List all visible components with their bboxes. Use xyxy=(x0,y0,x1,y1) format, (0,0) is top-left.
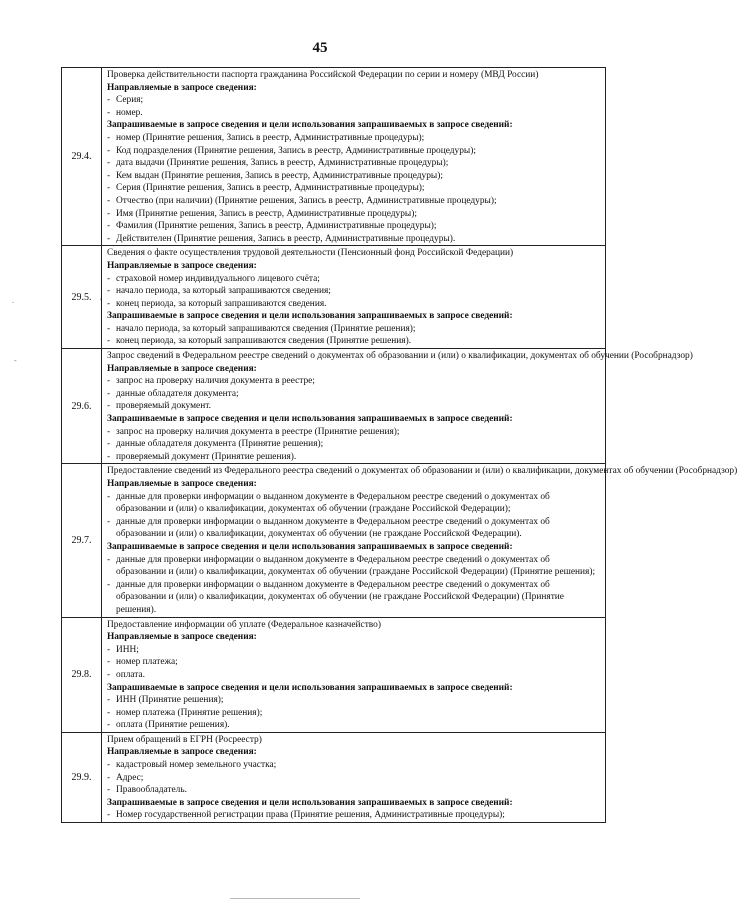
sent-header: Направляемые в запросе сведения: xyxy=(107,260,257,271)
sent-item-text: начало периода, за который запрашиваются сведения; xyxy=(116,286,331,297)
requested-item-text: дата выдачи (Принятие решения, Запись в реестр, Административные процедуры); xyxy=(116,158,449,169)
sent-item xyxy=(107,491,602,516)
requested-item xyxy=(107,132,602,145)
dash-marker: - xyxy=(107,451,111,462)
sent-item-text: запрос на проверку наличия документа в реестре; xyxy=(116,376,315,387)
requested-item-text: Действителен (Принятие решения, Запись в реестр, Административные процедуры). xyxy=(116,233,456,244)
dash-marker: - xyxy=(107,644,111,655)
sent-item-text: Адрес; xyxy=(116,772,144,783)
requested-header: Запрашиваемые в запросе сведения и цели использования запрашиваемых в запросе сведений: xyxy=(107,311,513,322)
requested-item-text: конец периода, за который запрашиваются сведения (Принятие решения). xyxy=(116,336,412,347)
table-row xyxy=(62,617,606,732)
requested-item-text: номер (Принятие решения, Запись в реестр, Административные процедуры); xyxy=(116,132,425,143)
dash-marker: - xyxy=(107,273,111,284)
requested-item xyxy=(107,323,602,336)
requested-item xyxy=(107,208,602,221)
requested-item xyxy=(107,195,602,208)
dash-marker: - xyxy=(107,516,111,527)
sent-header: Направляемые в запросе сведения: xyxy=(107,82,257,93)
dash-marker: - xyxy=(107,554,111,565)
row-content xyxy=(102,464,737,617)
requested-item xyxy=(107,335,602,348)
dash-marker: - xyxy=(107,233,111,244)
sent-item-text: кадастровый номер земельного участка; xyxy=(116,760,277,771)
dash-marker: - xyxy=(107,439,111,450)
requested-item-text: Кем выдан (Принятие решения, Запись в реестр, Административные процедуры); xyxy=(116,170,443,181)
row-title: Прием обращений в ЕГРН (Росреестр) xyxy=(107,734,262,745)
sent-item xyxy=(107,400,602,413)
requested-item xyxy=(107,554,602,579)
requested-header: Запрашиваемые в запросе сведения и цели использования запрашиваемых в запросе сведений: xyxy=(107,541,513,552)
sent-header: Направляемые в запросе сведения: xyxy=(107,479,257,489)
requested-item-text: Фамилия (Принятие решения, Запись в реестр, Административные процедуры); xyxy=(116,221,437,232)
sent-item-text: номер. xyxy=(116,107,143,118)
requested-item xyxy=(107,694,602,707)
requested-item xyxy=(107,579,602,617)
requested-item-text: оплата (Принятие решения). xyxy=(116,720,230,731)
requirements-table xyxy=(61,67,737,823)
row-title: Предоставление информации об уплате (Федеральное казначейство) xyxy=(107,619,381,630)
requested-item-text: Имя (Принятие решения, Запись в реестр, Административные процедуры); xyxy=(116,208,417,219)
requested-item xyxy=(107,426,602,439)
row-content xyxy=(102,246,606,349)
requested-item xyxy=(107,145,602,158)
sent-item xyxy=(107,375,602,388)
sent-item xyxy=(107,759,602,772)
table-row xyxy=(62,732,606,822)
requested-item-text: данные для проверки информации о выданном документе в Федеральном реестре сведений о документах об образовании и (или) о квалификации, документах об обучении (не граждане Российской Федерации) (Принятие решения). xyxy=(116,579,564,615)
sent-item-text: данные обладателя документа; xyxy=(116,388,239,399)
row-content xyxy=(102,732,606,822)
dash-marker: - xyxy=(107,760,111,771)
requested-item xyxy=(107,182,602,195)
scan-mark: . xyxy=(12,296,14,305)
dash-marker: - xyxy=(107,183,111,194)
dash-marker: - xyxy=(107,707,111,718)
sent-item-text: данные для проверки информации о выданном документе в Федеральном реестре сведений о документах об образовании и (или) о квалификации, документах об обучении (граждане Российской Федерации); xyxy=(116,491,550,515)
sent-item xyxy=(107,285,602,298)
row-content xyxy=(102,68,606,246)
table-row xyxy=(62,246,606,349)
sent-item xyxy=(107,656,602,669)
requested-item-text: начало периода, за который запрашиваются сведения (Принятие решения); xyxy=(116,323,416,334)
requested-item xyxy=(107,170,602,183)
dash-marker: - xyxy=(107,208,111,219)
requested-item xyxy=(107,233,602,246)
dash-marker: - xyxy=(107,107,111,118)
sent-item xyxy=(107,644,602,657)
dash-marker: - xyxy=(107,388,111,399)
dash-marker: - xyxy=(107,221,111,232)
dash-marker: - xyxy=(107,426,111,437)
sent-header: Направляемые в запросе сведения: xyxy=(107,363,257,374)
row-number: 29.6. xyxy=(62,349,102,464)
sent-item xyxy=(107,669,602,682)
dash-marker: - xyxy=(107,491,111,502)
sent-item xyxy=(107,784,602,797)
row-number: 29.7. xyxy=(62,464,102,617)
dash-marker: - xyxy=(107,170,111,181)
row-number: 29.8. xyxy=(62,617,102,732)
requested-item-text: проверяемый документ (Принятие решения). xyxy=(116,451,297,462)
sent-item xyxy=(107,516,602,541)
dash-marker: - xyxy=(107,286,111,297)
requested-item xyxy=(107,220,602,233)
requested-header: Запрашиваемые в запросе сведения и цели использования запрашиваемых в запросе сведений: xyxy=(107,797,513,808)
row-content xyxy=(102,349,693,464)
scan-mark: - xyxy=(14,356,17,365)
dash-marker: - xyxy=(107,195,111,206)
requested-item-text: Серия (Принятие решения, Запись в реестр, Административные процедуры); xyxy=(116,183,425,194)
requested-item-text: ИНН (Принятие решения); xyxy=(116,695,224,706)
requested-item xyxy=(107,707,602,720)
sent-item-text: проверяемый документ. xyxy=(116,401,211,412)
sent-item xyxy=(107,298,602,311)
requested-item-text: Отчество (при наличии) (Принятие решения, Запись в реестр, Административные процедуры); xyxy=(116,195,497,206)
dash-marker: - xyxy=(107,772,111,783)
sent-header: Направляемые в запросе сведения: xyxy=(107,747,257,758)
requested-item xyxy=(107,451,602,464)
dash-marker: - xyxy=(107,336,111,347)
requested-item-text: Код подразделения (Принятие решения, Запись в реестр, Административные процедуры); xyxy=(116,145,476,156)
requested-item-text: номер платежа (Принятие решения); xyxy=(116,707,263,718)
row-content xyxy=(102,617,606,732)
scan-mark: ' xyxy=(100,297,102,306)
requested-header: Запрашиваемые в запросе сведения и цели использования запрашиваемых в запросе сведений: xyxy=(107,120,513,131)
dash-marker: - xyxy=(107,810,111,821)
sent-item xyxy=(107,772,602,785)
sent-item xyxy=(107,388,602,401)
requested-header: Запрашиваемые в запросе сведения и цели использования запрашиваемых в запросе сведений: xyxy=(107,414,513,425)
dash-marker: - xyxy=(107,298,111,309)
dash-marker: - xyxy=(107,158,111,169)
sent-item-text: оплата. xyxy=(116,669,146,680)
sent-item-text: страховой номер индивидуального лицевого счёта; xyxy=(116,273,320,284)
dash-marker: - xyxy=(107,579,111,590)
scan-edge xyxy=(230,898,360,899)
requested-item xyxy=(107,809,602,822)
row-number: 29.4. xyxy=(62,68,102,246)
requested-item xyxy=(107,157,602,170)
table-row xyxy=(62,464,606,617)
dash-marker: - xyxy=(107,669,111,680)
dash-marker: - xyxy=(107,720,111,731)
row-number: 29.5. xyxy=(62,246,102,349)
sent-item-text: Серия; xyxy=(116,95,144,106)
sent-item xyxy=(107,94,602,107)
table-row xyxy=(62,68,606,246)
requested-item-text: запрос на проверку наличия документа в реестре (Принятие решения); xyxy=(116,426,400,437)
sent-item-text: номер платежа; xyxy=(116,657,178,668)
row-title: Сведения о факте осуществления трудовой деятельности (Пенсионный фонд Российской Федерации) xyxy=(107,248,514,259)
sent-header: Направляемые в запросе сведения: xyxy=(107,632,257,643)
dash-marker: - xyxy=(107,95,111,106)
requested-item xyxy=(107,719,602,732)
requested-item-text: данные для проверки информации о выданном документе в Федеральном реестре сведений о документах об образовании и (или) о квалификации, документах об обучении (граждане Российской Федерации) (Принятие решения); xyxy=(116,554,596,578)
dash-marker: - xyxy=(107,785,111,796)
sent-item xyxy=(107,273,602,286)
row-title: Предоставление сведений из Федерального реестра сведений о документах об образовании и (или) о квалификации, документах об обучении (Рособрнадзор) xyxy=(107,466,737,477)
table-row xyxy=(62,349,606,464)
sent-item-text: ИНН; xyxy=(116,644,139,655)
dash-marker: - xyxy=(107,695,111,706)
page-number: 45 xyxy=(312,40,328,56)
requested-item xyxy=(107,438,602,451)
sent-item xyxy=(107,107,602,120)
row-number: 29.9. xyxy=(62,732,102,822)
sent-item-text: конец периода, за который запрашиваются сведения. xyxy=(116,298,327,309)
sent-item-text: данные для проверки информации о выданном документе в Федеральном реестре сведений о документах об образовании и (или) о квалификации, документах об обучении (не граждане Российской Федерации). xyxy=(116,516,550,540)
sent-item-text: Правообладатель. xyxy=(116,785,187,796)
dash-marker: - xyxy=(107,376,111,387)
requested-item-text: данные обладателя документа (Принятие решения); xyxy=(116,439,324,450)
dash-marker: - xyxy=(107,323,111,334)
requested-header: Запрашиваемые в запросе сведения и цели использования запрашиваемых в запросе сведений: xyxy=(107,682,513,693)
requested-item-text: Номер государственной регистрации права (Принятие решения, Административные процедуры); xyxy=(116,810,505,821)
dash-marker: - xyxy=(107,132,111,143)
dash-marker: - xyxy=(107,657,111,668)
row-title: Запрос сведений в Федеральном реестре сведений о документах об образовании и (или) о квалификации, документах об обучении (Рособрнадзор) xyxy=(107,351,693,362)
row-title: Проверка действительности паспорта гражданина Российской Федерации по серии и номеру (МВД России) xyxy=(107,70,539,80)
dash-marker: - xyxy=(107,401,111,412)
dash-marker: - xyxy=(107,145,111,156)
